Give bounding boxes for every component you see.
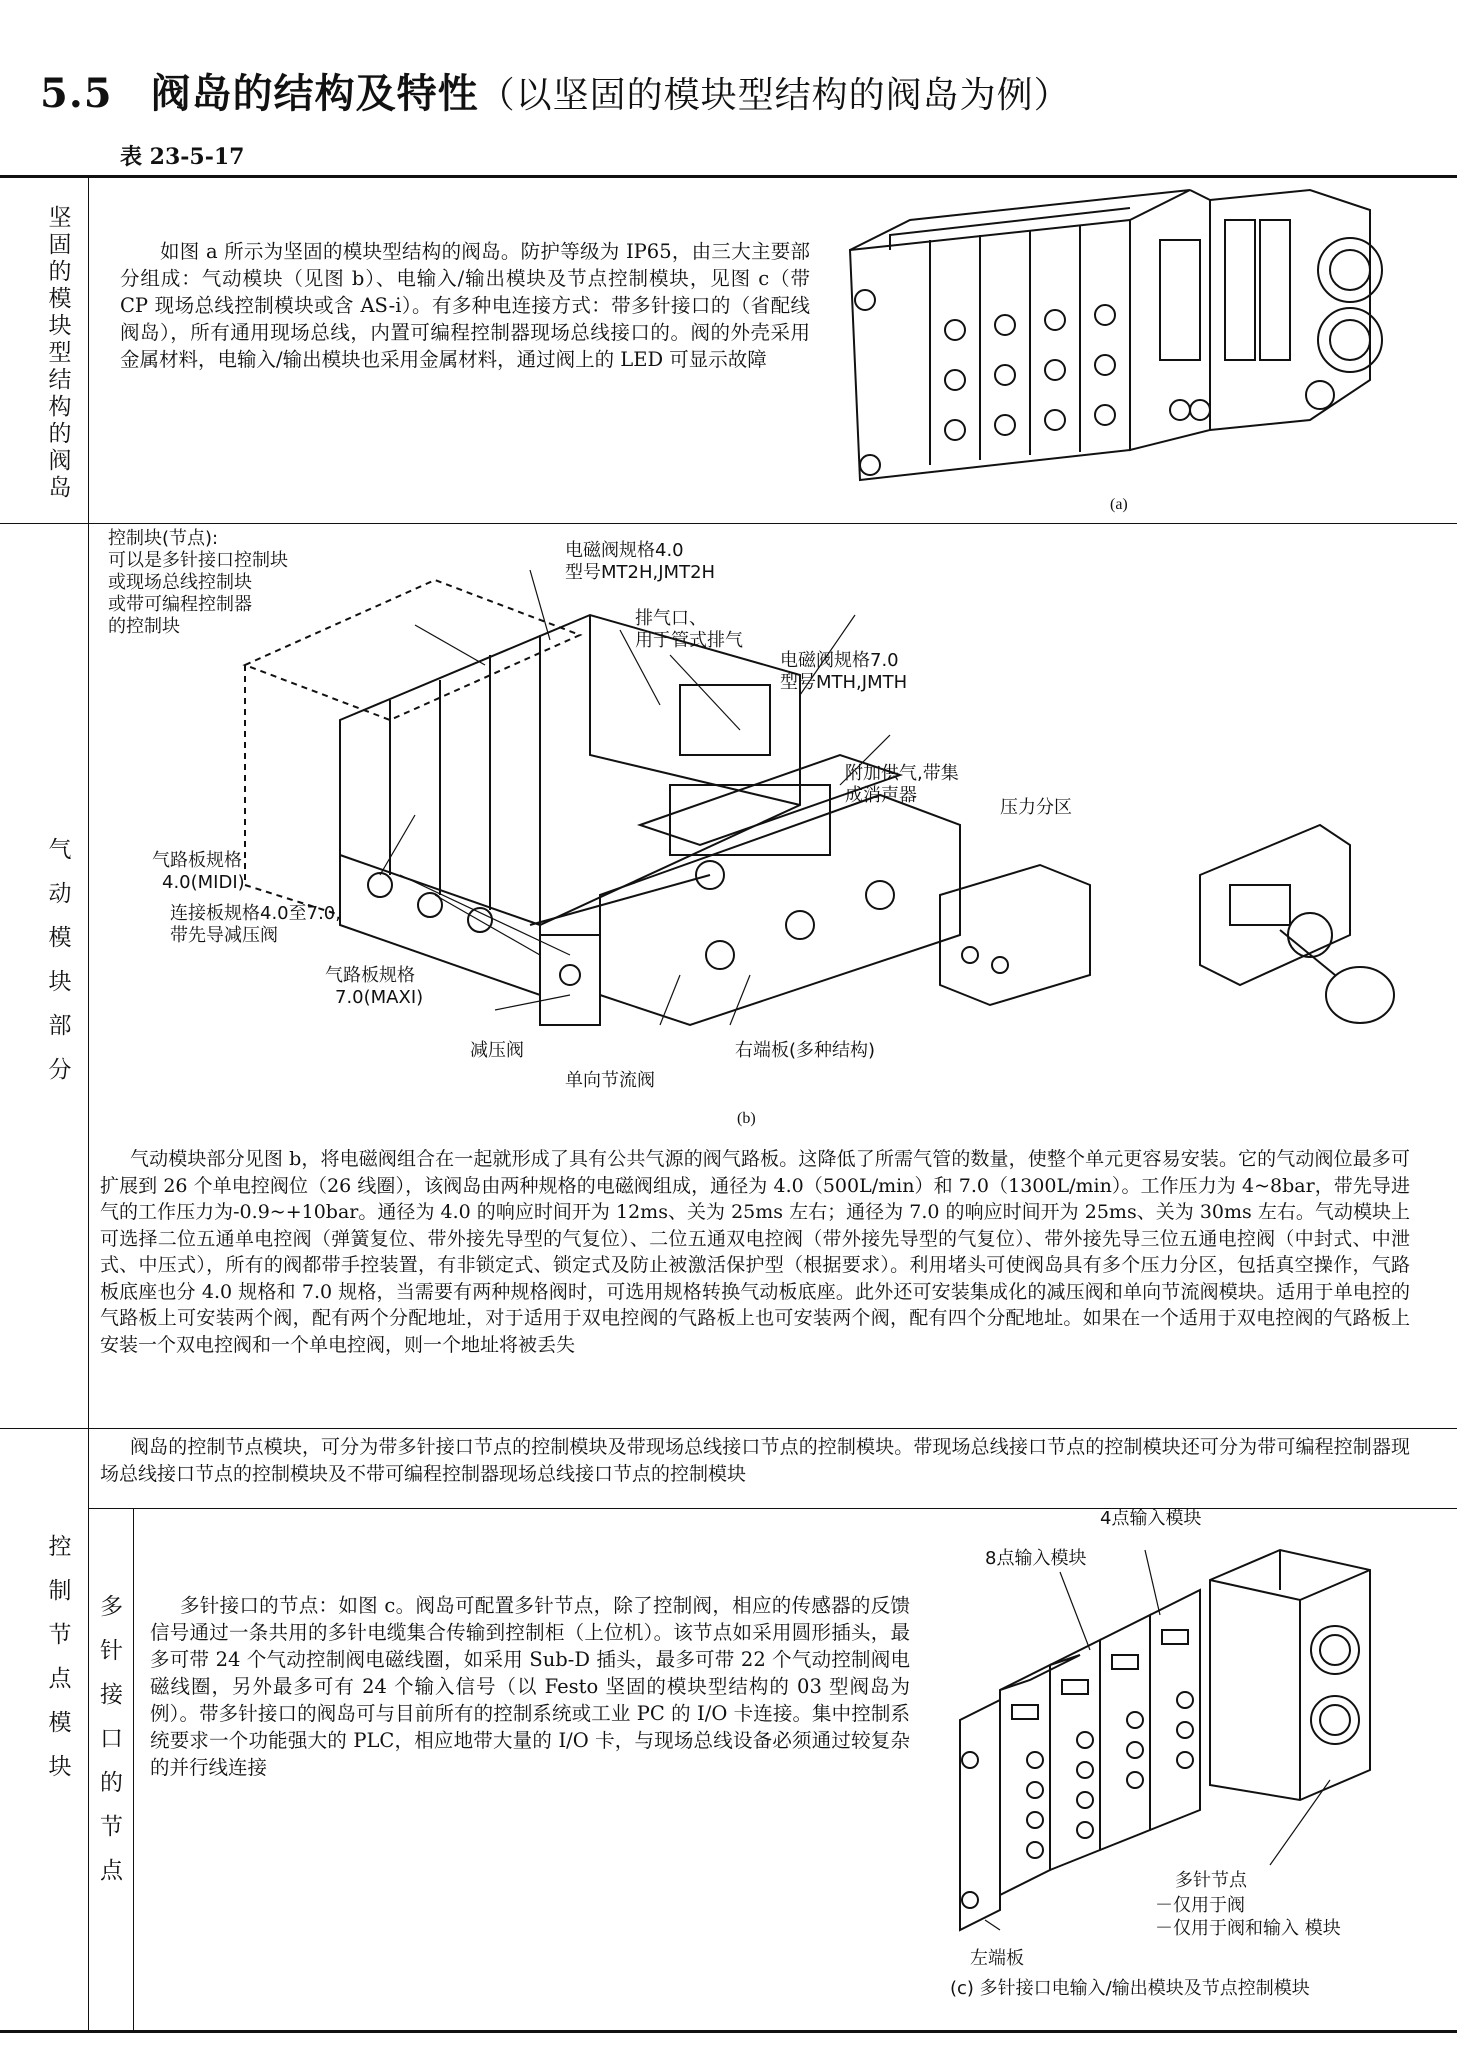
- table-bottom-rule: [0, 2030, 1457, 2033]
- label-plate-40: 气路板规格 4.0(MIDI): [152, 850, 245, 893]
- figure-c-caption: (c) 多针接口电输入/输出模块及节点控制模块: [950, 1978, 1310, 1999]
- label-pressure-zone: 压力分区: [1000, 797, 1072, 818]
- section-number: 5.5: [40, 70, 113, 117]
- label-only-valve: －仅用于阀: [1155, 1895, 1245, 1916]
- row2-label: 气 动 模 块 部 分: [48, 837, 72, 1083]
- row1-paragraph: 如图 a 所示为坚固的模块型结构的阀岛。防护等级为 IP65，由三大主要部分组成：气动模块（见图 b）、电输入/输出模块及节点控制模块，见图 c（带 CP 现场总线控制模块或含 AS-i）。有多种电连接方式：带多针接口的（省配线阀岛），所有通用现场总线，内置可编程控制器现场总线接口的。阀的外壳采用金属材料，电输入/输出模块也采用金属材料，通过阀上的 LED 可显示故障: [120, 240, 810, 371]
- section-heading: [40, 62, 1071, 119]
- section-subtitle: （以坚固的模块型结构的阀岛为例）: [478, 75, 1071, 116]
- label-throttle: 单向节流阀: [565, 1070, 655, 1091]
- section-title: 阀岛的结构及特性: [150, 70, 479, 117]
- label-reducer: 减压阀: [470, 1040, 524, 1061]
- label-input8: 8点输入模块: [985, 1548, 1087, 1569]
- figure-b-pneumatic-module: [240, 555, 1440, 1095]
- label-exhaust: 排气口、 用于管式排气: [635, 608, 743, 651]
- label-plate-70: 气路板规格 7.0(MAXI): [325, 965, 424, 1008]
- figure-b-caption: (b): [737, 1110, 756, 1127]
- figure-a-valve-island: [830, 180, 1430, 500]
- label-input4: 4点输入模块: [1100, 1508, 1202, 1529]
- label-multipin: 多针节点: [1175, 1870, 1247, 1891]
- row3-label: 控 制 节 点 模 块: [48, 1534, 72, 1780]
- label-column-divider: [88, 175, 89, 2030]
- row3-sublabel: 多 针 接 口 的 节 点: [100, 1594, 123, 1884]
- label-connector: 连接板规格4.0至7.0, 带先导减压阀: [170, 903, 341, 946]
- row-divider-2: [0, 1428, 1457, 1429]
- table-top-rule: [0, 175, 1457, 178]
- row3-inner-divider: [88, 1508, 1457, 1509]
- label-left-end: 左端板: [970, 1948, 1024, 1969]
- figure-a-caption: (a): [1110, 496, 1128, 513]
- row1-label: 坚 固 的 模 块 型 结 构 的 阀 岛: [48, 205, 72, 501]
- label-valve-40: 电磁阀规格4.0 型号MT2H,JMT2H: [565, 540, 716, 583]
- label-valve-70: 电磁阀规格7.0 型号MTH,JMTH: [780, 650, 908, 693]
- row-divider-1: [0, 523, 1457, 524]
- label-right-end: 右端板(多种结构): [735, 1040, 876, 1061]
- row3-paragraph: 多针接口的节点：如图 c。阀岛可配置多针节点，除了控制阀，相应的传感器的反馈信号通过一条共用的多针电缆集合传输到控制柜（上位机）。该节点如采用圆形插头，最多可带 24 个气动控制阀电磁线圈，如采用 Sub-D 插头，最多可带 22 个气动控制阀电磁线圈，另外最多可有 24 个输入信号（以 Festo 坚固的模块型结构的 03 型阀岛为例）。带多针接口的阀岛可与目前所有的控制系统或工业 PC 的 I/O 卡连接。集中控制系统要求一个功能强大的 PLC，相应地带大量的 I/O 卡，与现场总线设备必须通过较复杂的并行线连接: [150, 1594, 910, 1779]
- label-extra-supply: 附加供气,带集 成消声器: [845, 763, 959, 806]
- row3-intro: 阀岛的控制节点模块，可分为带多针接口节点的控制模块及带现场总线接口节点的控制模块。带现场总线接口节点的控制模块还可分为带可编程控制器现场总线接口节点的控制模块及不带可编程控制器现场总线接口节点的控制模块: [100, 1436, 1410, 1485]
- sublabel-column-divider: [133, 1508, 134, 2030]
- row2-paragraph: 气动模块部分见图 b，将电磁阀组合在一起就形成了具有公共气源的阀气路板。这降低了所需气管的数量，使整个单元更容易安装。它的气动阀位最多可扩展到 26 个单电控阀位（26 线圈），该阀岛由两种规格的电磁阀组成，通径为 4.0（500L/min）和 7.0（1300L/min）。工作压力为 4~8bar，带先导进气的工作压力为-0.9~+10bar。通径为 4.0 的响应时间开为 12ms、关为 25ms 左右；通径为 7.0 的响应时间开为 25ms、关为 30ms 左右。气动模块上可选择二位五通单电控阀（弹簧复位、带外接先导型的气复位）、二位五通双电控阀（带外接先导型的气复位）、带外接先导三位五通电控阀（中封式、中泄式、中压式），所有的阀都带手控装置，有非锁定式、锁定式及防止被激活保护型（根据要求）。利用堵头可使阀岛具有多个压力分区，包括真空操作，气路板底座也分 4.0 规格和 7.0 规格，当需要有两种规格阀时，可选用规格转换气动板底座。此外还可安装集成化的减压阀和单向节流阀模块。适用于单电控的气路板上可安装两个阀，配有两个分配地址，对于适用于双电控阀的气路板上也可安装两个阀，配有四个分配地址。如果在一个适用于双电控阀的气路板上安装一个双电控阀和一个单电控阀，则一个地址将被丢失: [100, 1148, 1410, 1356]
- label-valve-input: －仅用于阀和输入 模块: [1155, 1918, 1341, 1939]
- label-control-block: 控制块(节点): 可以是多针接口控制块 或现场总线控制块 或带可编程控制器 的控制块: [108, 528, 288, 637]
- table-number: 表 23-5-17: [120, 144, 245, 170]
